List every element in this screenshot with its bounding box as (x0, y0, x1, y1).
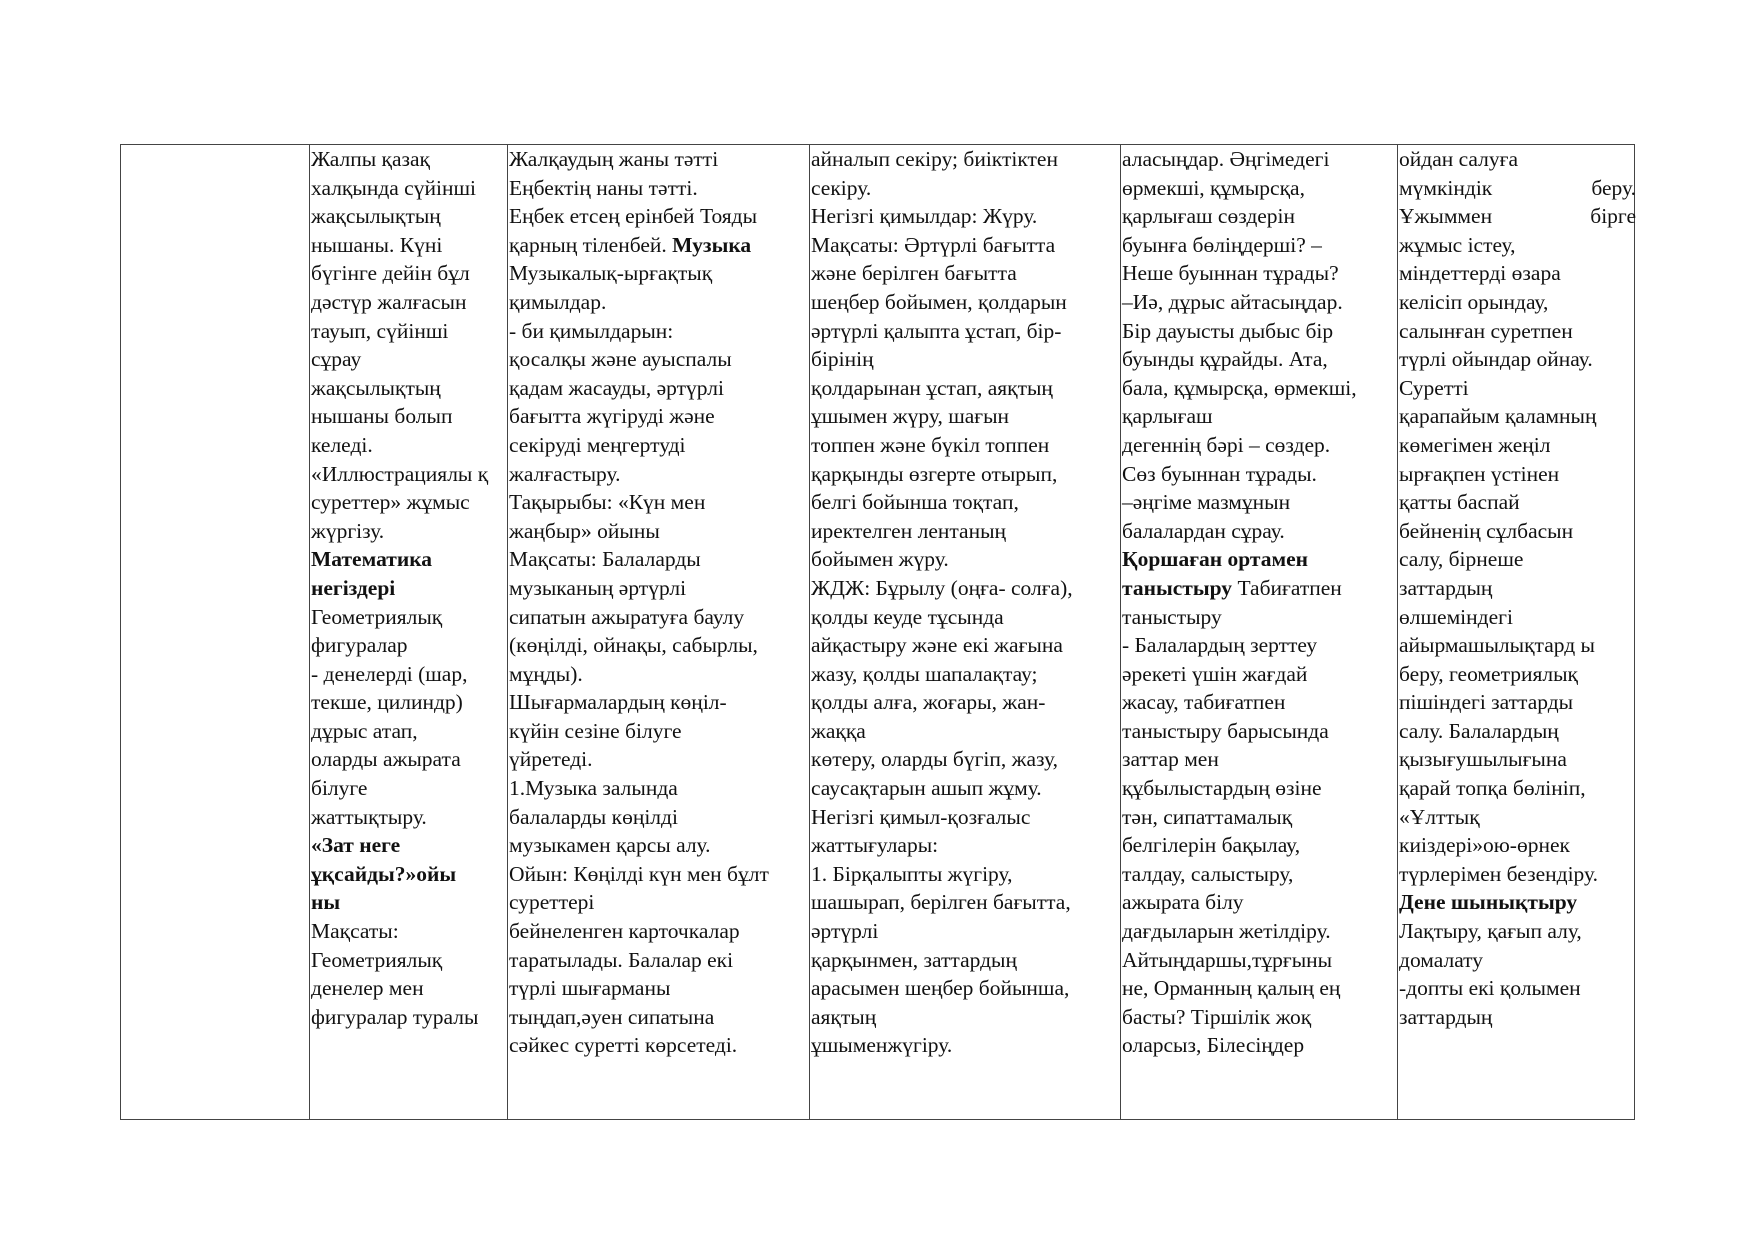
cell-text-line (1398, 202, 1636, 231)
cell-text-line: қызығушылығына (1399, 747, 1567, 772)
cell-text-line: бағытта жүгіруді және (509, 404, 715, 429)
cell-text-line: шашырап, берілген бағытта, (811, 890, 1071, 915)
cell-text-line (1121, 574, 1398, 603)
cell-text-line: «Иллюстрациялы қ (311, 461, 489, 486)
cell-text-line: қарқынды өзгерте отырып, (811, 461, 1058, 486)
line-left-word: мүмкіндік (1399, 175, 1493, 200)
cell-text-line: заттар мен (1122, 747, 1219, 772)
cell-text-line: қосалқы және ауыспалы (509, 347, 732, 372)
cell-text-line: ЖДЖ: Бұрылу (оңға- солға), (811, 575, 1073, 600)
cell-text-line: Мақсаты: Әртүрлі бағытта (811, 232, 1056, 257)
cell-text-line: дағдыларын жетілдіру. (1122, 919, 1331, 944)
cell-text-line: қарлығаш (1122, 404, 1213, 429)
cell-text-line: заттардың (1399, 575, 1493, 600)
cell-text-line: ұқсайды?»ойы (311, 861, 457, 886)
cell-text-line: балалардан сұрау. (1122, 518, 1285, 543)
cell-text-line: денелер мен (311, 976, 424, 1001)
cell-text-line: ойдан салуға (1399, 147, 1518, 171)
cell-text-line: Айтыңдаршы,тұрғыны (1122, 947, 1333, 972)
cell-text-line: нышаны. Күні (311, 232, 443, 257)
cell-text-line: жақсылықтың (311, 375, 441, 400)
cell-text-line: Ойын: Көңілді күн мен бұлт (509, 861, 769, 886)
cell-text-line: не, Орманның қалың ең (1122, 976, 1341, 1001)
cell-text-line: ажырата білу (1122, 890, 1244, 915)
cell-text-line: музыкамен қарсы алу. (509, 833, 711, 858)
cell-text-line: жалғастыру. (509, 461, 621, 486)
line-right-word: бірге (1590, 204, 1636, 229)
cell-text-line: пішіндегі заттарды (1399, 690, 1574, 715)
cell-text-line: қадам жасауды, әртүрлі (509, 375, 724, 400)
cell-text-line: фигуралар (311, 633, 408, 658)
cell-text-line: ны (311, 890, 341, 915)
cell-text-line: музыканың әртүрлі (509, 575, 687, 600)
cell-text-line: сұрау (311, 347, 362, 372)
cell-text-line: Математика (311, 547, 433, 572)
cell-text-line: қарапайым қаламның (1399, 404, 1597, 429)
cell-text-line: аяқтың (811, 1004, 877, 1029)
cell-text-line: беру, геометриялық (1399, 661, 1579, 686)
cell-text-line: нышаны болып (311, 404, 453, 429)
cell-text-line: дегеннің бәрі – сөздер. (1122, 432, 1331, 457)
cell-text-line: көтеру, оларды бүгіп, жазу, (811, 747, 1059, 772)
table-column-6 (1397, 145, 1636, 1119)
cell-text-line: үйретеді. (509, 747, 593, 772)
cell-text-line: жасау, табиғатпен (1122, 690, 1286, 715)
cell-text-line: шеңбер бойымен, қолдарын (811, 289, 1067, 314)
cell-text-line: сәйкес суретті көрсетеді. (509, 1033, 738, 1058)
cell-text-line: - денелерді (шар, (311, 661, 468, 686)
cell-text-line: белгі бойынша тоқтап, (811, 490, 1019, 515)
cell-text-line: - би қимылдарын: (509, 318, 674, 343)
cell-text-line: таныстыру (1122, 604, 1222, 629)
cell-text-line: «Зат неге (311, 833, 401, 858)
cell-text-line: қимылдар. (509, 289, 607, 314)
cell-text-line: текше, цилиндр) (311, 690, 463, 715)
cell-text-line: –Иә, дұрыс айтасыңдар. (1122, 289, 1343, 314)
cell-text-line: келісіп орындау, (1399, 289, 1549, 314)
cell-text-line: Лақтыру, қағып алу, (1399, 919, 1582, 944)
cell-text-line: бойымен жүру. (811, 547, 949, 572)
cell-text-line: суреттер» жұмыс (311, 490, 470, 515)
cell-text-line: қарай топқа бөлініп, (1399, 776, 1586, 801)
cell-text-line: Қоршаған ортамен (1122, 547, 1309, 572)
cell-text-line: Тақырыбы: «Күн мен (509, 490, 706, 515)
cell-text-line: саусақтарын ашып жұму. (811, 776, 1042, 801)
line-text-after: Табиғатпен (1232, 575, 1342, 600)
cell-text-line: салу. Балалардың (1399, 718, 1559, 743)
cell-text-line: аласыңдар. Әңгімедегі (1122, 147, 1330, 171)
cell-text-line: қолды кеуде тұсында (811, 604, 1004, 629)
cell-text-line: әрекеті үшін жағдай (1122, 661, 1308, 686)
cell-text-line: тауып, сүйінші (311, 318, 449, 343)
cell-text-line: айналып секіру; биіктіктен (811, 147, 1058, 171)
cell-text-line: өлшеміндегі (1399, 604, 1513, 629)
table-column-4 (809, 145, 1121, 1119)
cell-text-line: -допты екі қолымен (1399, 976, 1581, 1001)
cell-text-line: және берілген бағытта (811, 261, 1017, 286)
cell-text-line: Еңбектің наны тәтті. (509, 175, 698, 200)
cell-text-line: 1.Музыка залында (509, 776, 678, 801)
cell-text-line: құбылыстардың өзіне (1122, 776, 1322, 801)
cell-text-line: секіру. (811, 175, 872, 200)
cell-text-line: көмегімен жеңіл (1399, 432, 1551, 457)
table-column-1 (121, 145, 310, 1119)
cell-text-line: (көңілді, ойнақы, сабырлы, (509, 633, 758, 658)
cell-text-line: жазу, қолды шапалақтау; (811, 661, 1038, 686)
cell-text-line: балаларды көңілді (509, 804, 678, 829)
cell-text-line: қарқынмен, заттардың (811, 947, 1017, 972)
cell-text-line: жаттығулары: (811, 833, 939, 858)
cell-text-line: түрлі ойындар ойнау. (1399, 347, 1593, 372)
cell-text-line: айырмашылықтард ы (1399, 633, 1595, 658)
cell-text-line: топпен және бүкіл топпен (811, 432, 1050, 457)
cell-text-line: буынға бөліңдерші? – (1122, 232, 1322, 257)
cell-text-line: ұшыменжүгіру. (811, 1033, 953, 1058)
cell-text-line: Негізгі қимыл-қозғалыс (811, 804, 1031, 829)
cell-text-line: «Ұлттық (1399, 804, 1480, 829)
line-left-word: Ұжыммен (1399, 204, 1493, 229)
cell-text-line: бүгінге дейін бұл (311, 261, 470, 286)
cell-text-line: Геометриялық (311, 604, 443, 629)
cell-text-line: қолды алға, жоғары, жан- (811, 690, 1046, 715)
cell-text-line: дұрыс атап, (311, 718, 418, 743)
cell-text-line: міндеттерді өзара (1399, 261, 1561, 286)
cell-text-line: Музыкалық-ырғақтық (509, 261, 713, 286)
cell-text-line: айқастыру және екі жағына (811, 633, 1063, 658)
cell-text-line: бейненің сұлбасын (1399, 518, 1574, 543)
cell-text-line: қарлығаш сөздерін (1122, 204, 1296, 229)
cell-text-line: мұңды). (509, 661, 583, 686)
cell-text-line: жаттықтыру. (311, 804, 427, 829)
cell-text-line: халқында сүйінші (311, 175, 476, 200)
cell-text-line: сипатын ажыратуға баулу (509, 604, 745, 629)
cell-text-line: күйін сезіне білуге (509, 718, 682, 743)
cell-text-line: талдау, салыстыру, (1122, 861, 1294, 886)
cell-text-line: білуге (311, 776, 368, 801)
cell-text-line: белгілерін бақылау, (1122, 833, 1301, 858)
cell-text-line: Геометриялық (311, 947, 443, 972)
cell-text-line: жүргізу. (311, 518, 385, 543)
table-column-3 (507, 145, 809, 1119)
cell-text-line: бала, құмырсқа, өрмекші, (1122, 375, 1357, 400)
cell-text-line: бейнеленген карточкалар (509, 919, 740, 944)
cell-text-line: салынған суретпен (1399, 318, 1573, 343)
cell-text-line: тыңдап,әуен сипатына (509, 1004, 715, 1029)
cell-text-line: оларсыз, Білесіңдер (1122, 1033, 1305, 1058)
cell-text-line (508, 231, 809, 260)
cell-text-line: Жалпы қазақ (311, 147, 430, 171)
table-column-5 (1120, 145, 1398, 1119)
cell-text-line: Негізгі қимылдар: Жүру. (811, 204, 1038, 229)
cell-text-line: бірінің (811, 347, 874, 372)
cell-text-line: Суретті (1399, 375, 1469, 400)
cell-text-line: тән, сипаттамалық (1122, 804, 1293, 829)
cell-text-line: секіруді меңгертуді (509, 432, 686, 457)
cell-text-line: жұмыс істеу, (1399, 232, 1516, 257)
line-text: қарның тіленбей. (509, 232, 673, 257)
cell-text-line: әртүрлі қалыпта ұстап, бір- (811, 318, 1062, 343)
cell-text-line: Дене шынықтыру (1399, 890, 1578, 915)
cell-text-line: қолдарынан ұстап, аяқтың (811, 375, 1053, 400)
cell-text-line: Жалқаудың жаны тәтті (509, 147, 719, 171)
table-column-2 (309, 145, 508, 1119)
cell-text-line (1398, 174, 1636, 203)
cell-text-line: салу, бірнеше (1399, 547, 1524, 572)
subject-heading: таныстыру (1122, 575, 1233, 600)
cell-text-line: Сөз буыннан тұрады. (1122, 461, 1317, 486)
cell-text-line: иректелген лентаның (811, 518, 1007, 543)
cell-text-line: Мақсаты: (311, 919, 399, 944)
cell-text-line: басты? Тіршілік жоқ (1122, 1004, 1312, 1029)
cell-text-line: - Балалардың зерттеу (1122, 633, 1318, 658)
cell-text-line: Шығармалардың көңіл- (509, 690, 727, 715)
cell-text-line: Мақсаты: Балаларды (509, 547, 701, 572)
cell-text-line: Еңбек етсең ерінбей Тояды (509, 204, 758, 229)
cell-text-line: Бір дауысты дыбыс бір (1122, 318, 1334, 343)
cell-text-line: таратылады. Балалар екі (509, 947, 734, 972)
cell-text-line: жақсылықтың (311, 204, 441, 229)
cell-text-line: буынды құрайды. Ата, (1122, 347, 1328, 372)
cell-text-line: –әңгіме мазмұнын (1122, 490, 1291, 515)
lesson-plan-table (120, 144, 1635, 1120)
cell-text-line: суреттері (509, 890, 595, 915)
cell-text-line: жаққа (811, 718, 866, 743)
cell-text-line: жаңбыр» ойыны (509, 518, 660, 543)
cell-text-line: өрмекші, құмырсқа, (1122, 175, 1305, 200)
cell-text-line: арасымен шеңбер бойынша, (811, 976, 1070, 1001)
subject-heading: Музыка (672, 232, 752, 257)
line-right-word: беру. (1591, 175, 1636, 200)
cell-text-line: келеді. (311, 432, 373, 457)
cell-text-line: Неше буыннан тұрады? (1122, 261, 1339, 286)
cell-text-line: оларды ажырата (311, 747, 461, 772)
cell-text-line: қатты баспай (1399, 490, 1520, 515)
cell-text-line: 1. Бірқалыпты жүгіру, (811, 861, 1013, 886)
cell-text-line: дәстүр жалғасын (311, 289, 467, 314)
cell-text-line: түрлерімен безендіру. (1399, 861, 1598, 886)
cell-text-line: таныстыру барысында (1122, 718, 1329, 743)
cell-text-line: киіздері»ою-өрнек (1399, 833, 1570, 858)
cell-text-line: негіздері (311, 575, 396, 600)
cell-text-line: ырғақпен үстінен (1399, 461, 1560, 486)
cell-text-line: әртүрлі (811, 919, 879, 944)
cell-text-line: ұшымен жүру, шағын (811, 404, 1010, 429)
cell-text-line: домалату (1399, 947, 1484, 972)
cell-text-line: фигуралар туралы (311, 1004, 479, 1029)
cell-text-line: заттардың (1399, 1004, 1493, 1029)
cell-text-line: түрлі шығарманы (509, 976, 671, 1001)
